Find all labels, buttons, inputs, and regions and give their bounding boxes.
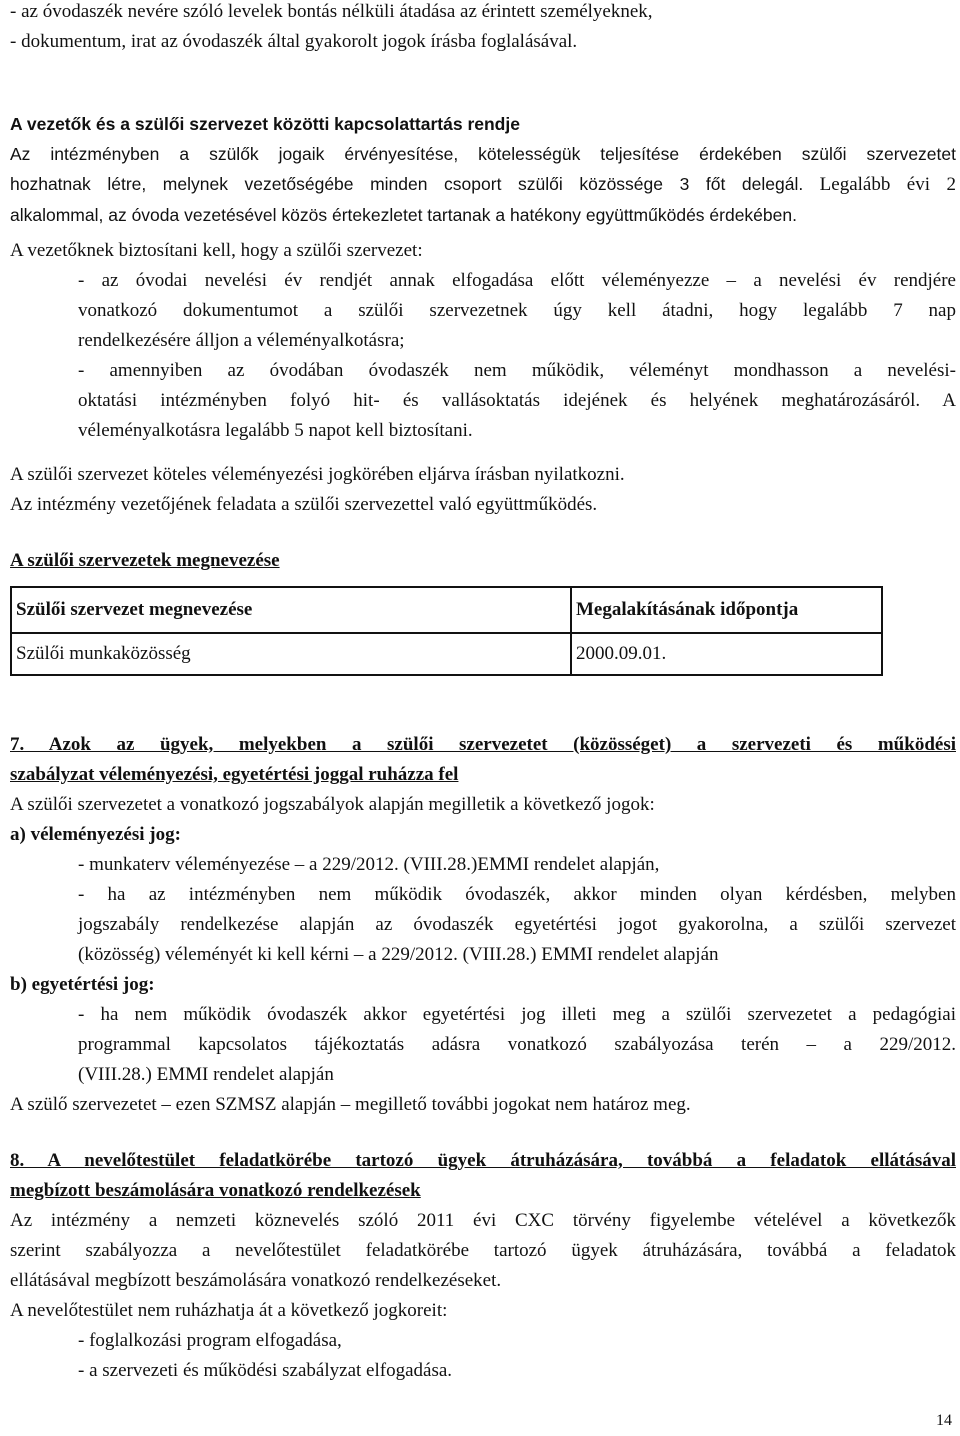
org-table bbox=[10, 586, 883, 676]
section-7-intro: A szülői szervezetet a vonatkozó jogszabályok alapján megilletik a következő jogok: bbox=[10, 794, 655, 815]
section-7-a-item2-line1: - ha az intézményben nem működik óvodaszék, akkor minden olyan kérdésben, melyben bbox=[78, 884, 956, 905]
table-header-cell: Szülői szervezet megnevezése bbox=[11, 587, 571, 633]
document-page bbox=[10, 0, 956, 1386]
section-8-para1-line1: Az intézmény a nemzeti köznevelés szóló 2011 évi CXC törvény figyelembe vételével a következők bbox=[10, 1210, 956, 1231]
section-8-para1-line3: ellátásával megbízott beszámolására vonatkozó rendelkezéseket. bbox=[10, 1270, 502, 1291]
contact-para1-line1: Az intézményben a szülők jogaik érvényesítése, kötelességük teljesítése érdekében szülői szervezetet bbox=[10, 144, 956, 164]
contact-item2-line1: - amennyiben az óvodában óvodaszék nem működik, véleményt mondhasson a nevelési- bbox=[78, 360, 956, 381]
section-names bbox=[10, 546, 956, 676]
section-7-closing: A szülő szervezetet – ezen SZMSZ alapján – megillető további jogokat nem határoz meg. bbox=[10, 1094, 691, 1115]
section-8-title-line2: megbízott beszámolására vonatkozó rendelkezések bbox=[10, 1180, 421, 1201]
table-header-cell: Megalakításának időpontja bbox=[571, 587, 882, 633]
section-8-item1: - foglalkozási program elfogadása, bbox=[78, 1330, 342, 1351]
section-7-a-item2-line3: (közösség) véleményét ki kell kérni – a 229/2012. (VIII.28.) EMMI rendelet alapján bbox=[78, 944, 719, 965]
section-8 bbox=[10, 1146, 956, 1386]
section-7-a-label: a) véleményezési jog: bbox=[10, 824, 181, 845]
section-contact-title: A vezetők és a szülői szervezet közötti kapcsolattartás rendje bbox=[10, 114, 520, 134]
table-cell: Szülői munkaközösség bbox=[11, 633, 571, 675]
section-7-b-item1-line2: programmal kapcsolatos tájékoztatás adásra vonatkozó szabályozása terén – a 229/2012. bbox=[78, 1034, 956, 1055]
contact-item2-line3: véleményalkotásra legalább 5 napot kell biztosítani. bbox=[78, 420, 473, 441]
section-names-title: A szülői szervezetek megnevezése bbox=[10, 550, 280, 571]
top-line-1: - az óvodaszék nevére szóló levelek bontás nélküli átadása az érintett személyeknek, bbox=[10, 1, 653, 22]
section-contact bbox=[10, 109, 956, 520]
section-7-b-item1-line1: - ha nem működik óvodaszék akkor egyetértési jog illeti meg a szülői szervezetet a pedagógiai bbox=[78, 1004, 956, 1025]
table-row bbox=[11, 633, 882, 675]
section-7-a-item1: - munkaterv véleményezése – a 229/2012. (VIII.28.)EMMI rendelet alapján, bbox=[78, 854, 660, 875]
contact-item1-line1: - az óvodai nevelési év rendjét annak elfogadása előtt véleményezze – a nevelési év rendjére bbox=[78, 270, 956, 291]
section-8-para1-line2: szerint szabályozza a nevelőtestület feladatkörébe tartozó ügyek átruházására, továbbá a feladatok bbox=[10, 1240, 956, 1261]
section-7-b-item1-line3: (VIII.28.) EMMI rendelet alapján bbox=[78, 1064, 334, 1085]
section-7 bbox=[10, 730, 956, 1120]
contact-para1-sans: hozhatnak létre, melynek vezetőségébe minden csoport szülői közössége 3 főt delegál. bbox=[10, 174, 804, 194]
contact-para2-intro: A vezetőknek biztosítani kell, hogy a szülői szervezet: bbox=[10, 240, 423, 261]
contact-para1-line3: alkalommal, az óvoda vezetésével közös értekezletet tartanak a hatékony együttműködés érdekében. bbox=[10, 205, 797, 225]
contact-item1-line3: rendelkezésére álljon a véleményalkotásra; bbox=[78, 330, 405, 351]
contact-para1-tail: Legalább évi 2 bbox=[803, 174, 956, 195]
contact-para3: A szülői szervezet köteles véleményezési jogkörében eljárva írásban nyilatkozni. bbox=[10, 464, 625, 485]
table-header-row bbox=[11, 587, 882, 633]
contact-para4: Az intézmény vezetőjének feladata a szülői szervezettel való együttműködés. bbox=[10, 494, 598, 515]
contact-item2-line2: oktatási intézményben folyó hit- és vallásoktatás idejének és helyének meghatározásáról. A bbox=[78, 390, 956, 411]
contact-item1-line2: vonatkozó dokumentumot a szülői szervezetnek úgy kell átadni, hogy legalább 7 nap bbox=[78, 300, 956, 321]
top-list bbox=[10, 0, 956, 57]
section-8-para2: A nevelőtestület nem ruházhatja át a következő jogkoreit: bbox=[10, 1300, 448, 1321]
section-8-title-line1: 8. A nevelőtestület feladatkörébe tartozó ügyek átruházására, továbbá a feladatok ellátásával bbox=[10, 1150, 956, 1171]
section-8-item2: - a szervezeti és működési szabályzat elfogadása. bbox=[78, 1360, 453, 1381]
section-7-b-label: b) egyetértési jog: bbox=[10, 974, 155, 995]
top-line-2: - dokumentum, irat az óvodaszék által gyakorolt jogok írásba foglalásával. bbox=[10, 31, 578, 52]
table-cell: 2000.09.01. bbox=[571, 633, 882, 675]
contact-para1-line2 bbox=[10, 169, 956, 200]
section-7-title-line1: 7. Azok az ügyek, melyekben a szülői szervezetet (közösséget) a szervezeti és működési bbox=[10, 734, 956, 755]
section-7-title-line2: szabályzat véleményezési, egyetértési joggal ruházza fel bbox=[10, 764, 459, 785]
section-7-a-item2-line2: jogszabály rendelkezése alapján az óvodaszék egyetértési jogot gyakorolna, a szülői szervezet bbox=[78, 914, 956, 935]
page-number: 14 bbox=[936, 1412, 952, 1429]
